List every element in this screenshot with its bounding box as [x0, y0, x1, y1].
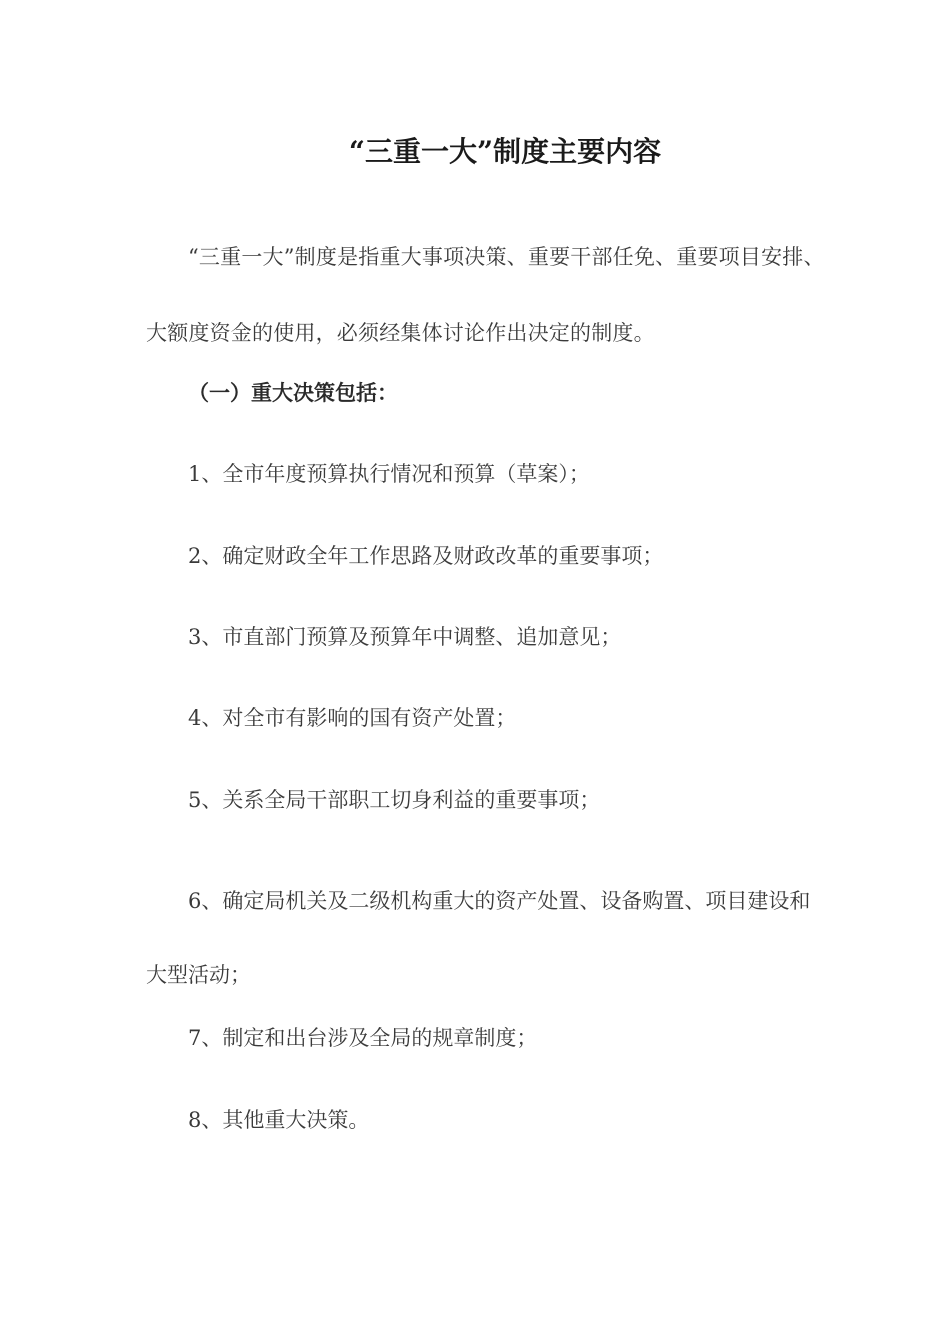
list-item: 2、确定财政全年工作思路及财政改革的重要事项； [188, 544, 664, 568]
document-title: “三重一大”制度主要内容 [348, 135, 662, 168]
list-item: 3、市直部门预算及预算年中调整、追加意见； [188, 625, 622, 649]
list-item: 8、其他重大决策。 [188, 1108, 370, 1132]
list-item: 1、全市年度预算执行情况和预算（草案）； [188, 462, 590, 486]
section-heading: （一）重大决策包括： [188, 380, 398, 405]
list-item: 6、确定局机关及二级机构重大的资产处置、设备购置、项目建设和大型活动； [146, 889, 811, 987]
list-item: 5、关系全局干部职工切身利益的重要事项； [188, 788, 601, 812]
list-item: 7、制定和出台涉及全局的规章制度； [188, 1026, 538, 1050]
intro-paragraph: “三重一大”制度是指重大事项决策、重要干部任免、重要项目安排、大额度资金的使用，必须经集体讨论作出决定的制度。 [146, 245, 825, 345]
list-item: 4、对全市有影响的国有资产处置； [188, 706, 517, 730]
